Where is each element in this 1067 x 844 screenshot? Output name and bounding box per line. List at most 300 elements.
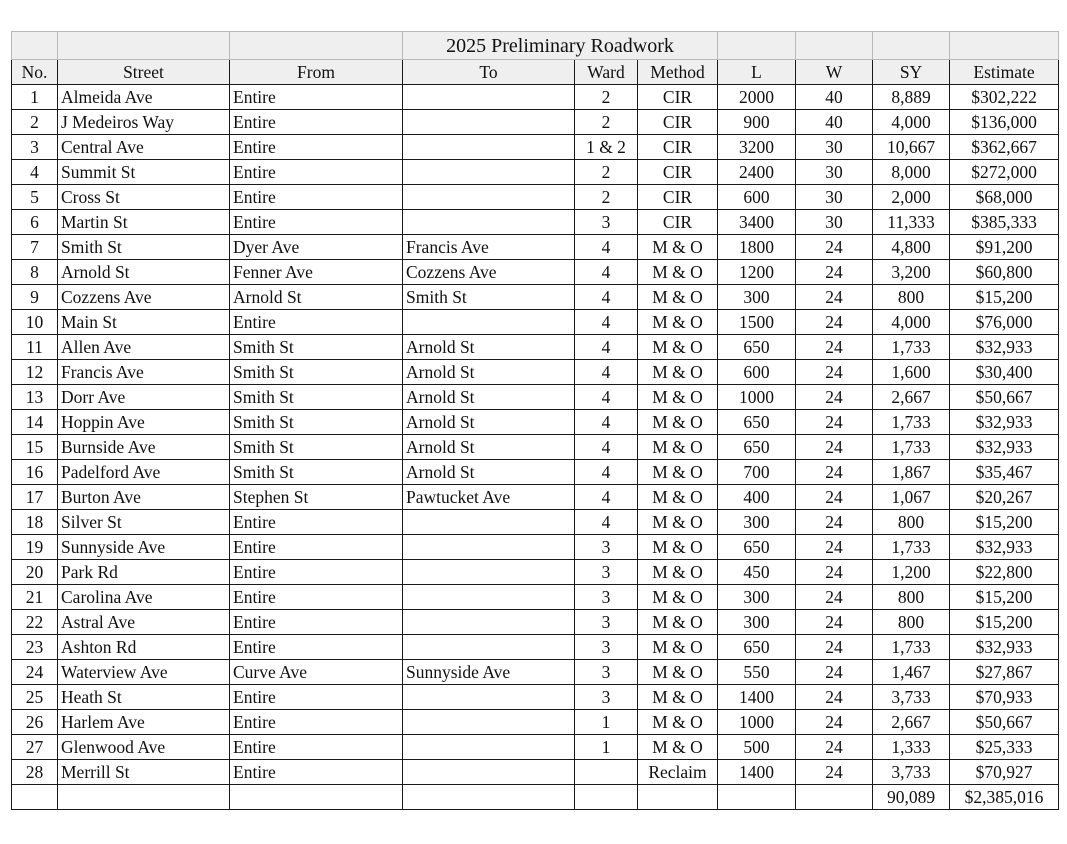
cell-from[interactable]: Entire — [230, 135, 403, 160]
cell-no[interactable]: 20 — [12, 560, 58, 585]
cell-ward[interactable]: 4 — [575, 460, 638, 485]
cell-w[interactable]: 24 — [796, 535, 873, 560]
cell-estimate[interactable]: $32,933 — [950, 635, 1059, 660]
cell-street[interactable]: Harlem Ave — [58, 710, 230, 735]
cell-from[interactable]: Entire — [230, 185, 403, 210]
cell-w[interactable]: 24 — [796, 660, 873, 685]
cell-method[interactable]: M & O — [638, 635, 718, 660]
cell[interactable] — [230, 785, 403, 810]
cell-estimate[interactable]: $15,200 — [950, 510, 1059, 535]
cell-street[interactable]: Silver St — [58, 510, 230, 535]
cell-method[interactable]: M & O — [638, 485, 718, 510]
cell-method[interactable]: CIR — [638, 135, 718, 160]
header-l[interactable]: L — [718, 60, 796, 85]
cell-sy[interactable]: 4,000 — [873, 310, 950, 335]
cell-estimate[interactable]: $35,467 — [950, 460, 1059, 485]
cell[interactable] — [575, 785, 638, 810]
cell-l[interactable]: 450 — [718, 560, 796, 585]
cell-w[interactable]: 24 — [796, 360, 873, 385]
cell-method[interactable]: Reclaim — [638, 760, 718, 785]
cell-method[interactable]: M & O — [638, 385, 718, 410]
cell-to[interactable] — [403, 310, 575, 335]
cell-sy[interactable]: 4,000 — [873, 110, 950, 135]
cell-estimate[interactable]: $32,933 — [950, 410, 1059, 435]
cell-w[interactable]: 24 — [796, 460, 873, 485]
cell-no[interactable]: 6 — [12, 210, 58, 235]
cell-w[interactable]: 24 — [796, 285, 873, 310]
cell-sy[interactable]: 1,467 — [873, 660, 950, 685]
cell-from[interactable]: Entire — [230, 510, 403, 535]
cell-sy[interactable]: 10,667 — [873, 135, 950, 160]
cell-estimate[interactable]: $70,927 — [950, 760, 1059, 785]
cell-no[interactable]: 5 — [12, 185, 58, 210]
header-ward[interactable]: Ward — [575, 60, 638, 85]
cell-method[interactable]: M & O — [638, 360, 718, 385]
cell-estimate[interactable]: $60,800 — [950, 260, 1059, 285]
cell-sy[interactable]: 2,667 — [873, 710, 950, 735]
cell-no[interactable]: 3 — [12, 135, 58, 160]
cell-from[interactable]: Smith St — [230, 410, 403, 435]
cell-method[interactable]: M & O — [638, 560, 718, 585]
cell-sy[interactable]: 8,889 — [873, 85, 950, 110]
cell-no[interactable]: 16 — [12, 460, 58, 485]
cell-method[interactable]: M & O — [638, 685, 718, 710]
cell-from[interactable]: Dyer Ave — [230, 235, 403, 260]
cell-from[interactable]: Stephen St — [230, 485, 403, 510]
cell-ward[interactable]: 3 — [575, 685, 638, 710]
cell-ward[interactable]: 4 — [575, 235, 638, 260]
cell-l[interactable]: 3400 — [718, 210, 796, 235]
header-estimate[interactable]: Estimate — [950, 60, 1059, 85]
cell-estimate[interactable]: $15,200 — [950, 285, 1059, 310]
cell-ward[interactable]: 2 — [575, 85, 638, 110]
cell-estimate[interactable]: $70,933 — [950, 685, 1059, 710]
cell[interactable] — [638, 785, 718, 810]
cell-sy[interactable]: 3,200 — [873, 260, 950, 285]
cell-method[interactable]: M & O — [638, 285, 718, 310]
cell-l[interactable]: 550 — [718, 660, 796, 685]
cell-to[interactable] — [403, 160, 575, 185]
cell-l[interactable]: 400 — [718, 485, 796, 510]
cell-w[interactable]: 24 — [796, 760, 873, 785]
cell-w[interactable]: 30 — [796, 160, 873, 185]
cell-sy[interactable]: 4,800 — [873, 235, 950, 260]
cell-street[interactable]: Arnold St — [58, 260, 230, 285]
cell-street[interactable]: Merrill St — [58, 760, 230, 785]
cell-to[interactable] — [403, 710, 575, 735]
cell-sy[interactable]: 800 — [873, 285, 950, 310]
cell[interactable] — [58, 785, 230, 810]
cell-ward[interactable]: 1 — [575, 735, 638, 760]
cell-from[interactable]: Entire — [230, 110, 403, 135]
cell-method[interactable]: M & O — [638, 460, 718, 485]
cell-street[interactable]: Cozzens Ave — [58, 285, 230, 310]
cell-w[interactable]: 40 — [796, 85, 873, 110]
cell-no[interactable]: 4 — [12, 160, 58, 185]
cell-to[interactable] — [403, 560, 575, 585]
cell-to[interactable]: Arnold St — [403, 410, 575, 435]
cell-l[interactable]: 1400 — [718, 685, 796, 710]
cell-street[interactable]: Carolina Ave — [58, 585, 230, 610]
cell-estimate[interactable]: $385,333 — [950, 210, 1059, 235]
cell-ward[interactable]: 3 — [575, 635, 638, 660]
cell-street[interactable]: Martin St — [58, 210, 230, 235]
cell-street[interactable]: J Medeiros Way — [58, 110, 230, 135]
cell[interactable] — [873, 32, 950, 60]
cell-sy[interactable]: 1,333 — [873, 735, 950, 760]
cell-from[interactable]: Smith St — [230, 435, 403, 460]
cell-ward[interactable]: 3 — [575, 535, 638, 560]
cell[interactable] — [58, 32, 230, 60]
cell-method[interactable]: M & O — [638, 260, 718, 285]
cell-method[interactable]: M & O — [638, 735, 718, 760]
cell-l[interactable]: 300 — [718, 285, 796, 310]
cell-from[interactable]: Curve Ave — [230, 660, 403, 685]
cell-l[interactable]: 650 — [718, 435, 796, 460]
cell-street[interactable]: Central Ave — [58, 135, 230, 160]
cell-no[interactable]: 8 — [12, 260, 58, 285]
cell-method[interactable]: CIR — [638, 85, 718, 110]
cell-from[interactable]: Entire — [230, 160, 403, 185]
cell-ward[interactable]: 3 — [575, 660, 638, 685]
cell-l[interactable]: 1000 — [718, 385, 796, 410]
cell-street[interactable]: Padelford Ave — [58, 460, 230, 485]
cell-sy[interactable]: 1,733 — [873, 335, 950, 360]
cell-estimate[interactable]: $15,200 — [950, 610, 1059, 635]
header-street[interactable]: Street — [58, 60, 230, 85]
cell-from[interactable]: Entire — [230, 635, 403, 660]
cell-street[interactable]: Astral Ave — [58, 610, 230, 635]
cell-estimate[interactable]: $68,000 — [950, 185, 1059, 210]
cell-no[interactable]: 24 — [12, 660, 58, 685]
cell-to[interactable] — [403, 85, 575, 110]
sheet-title[interactable]: 2025 Preliminary Roadwork — [403, 32, 718, 60]
cell-street[interactable]: Almeida Ave — [58, 85, 230, 110]
cell-street[interactable]: Smith St — [58, 235, 230, 260]
cell-w[interactable]: 24 — [796, 310, 873, 335]
cell-street[interactable]: Glenwood Ave — [58, 735, 230, 760]
cell-no[interactable]: 25 — [12, 685, 58, 710]
cell-w[interactable]: 30 — [796, 135, 873, 160]
cell-estimate[interactable]: $32,933 — [950, 435, 1059, 460]
cell-sy[interactable]: 8,000 — [873, 160, 950, 185]
cell-l[interactable]: 650 — [718, 535, 796, 560]
cell-no[interactable]: 10 — [12, 310, 58, 335]
cell-from[interactable]: Entire — [230, 585, 403, 610]
cell-sy[interactable]: 1,733 — [873, 435, 950, 460]
cell-ward[interactable]: 3 — [575, 560, 638, 585]
cell-w[interactable]: 24 — [796, 410, 873, 435]
cell-l[interactable]: 600 — [718, 185, 796, 210]
cell-from[interactable]: Entire — [230, 610, 403, 635]
cell-to[interactable] — [403, 760, 575, 785]
cell-estimate[interactable]: $32,933 — [950, 335, 1059, 360]
cell-street[interactable]: Allen Ave — [58, 335, 230, 360]
cell[interactable] — [796, 785, 873, 810]
cell-from[interactable]: Entire — [230, 760, 403, 785]
cell-w[interactable]: 30 — [796, 210, 873, 235]
cell-w[interactable]: 30 — [796, 185, 873, 210]
cell-l[interactable]: 1500 — [718, 310, 796, 335]
cell-to[interactable] — [403, 635, 575, 660]
cell-from[interactable]: Entire — [230, 535, 403, 560]
cell-estimate[interactable]: $22,800 — [950, 560, 1059, 585]
cell-street[interactable]: Cross St — [58, 185, 230, 210]
cell-to[interactable] — [403, 535, 575, 560]
header-no[interactable]: No. — [12, 60, 58, 85]
cell-method[interactable]: M & O — [638, 535, 718, 560]
cell-method[interactable]: M & O — [638, 610, 718, 635]
cell-to[interactable] — [403, 610, 575, 635]
cell-ward[interactable]: 4 — [575, 435, 638, 460]
header-method[interactable]: Method — [638, 60, 718, 85]
cell-sy[interactable]: 1,733 — [873, 535, 950, 560]
cell-l[interactable]: 500 — [718, 735, 796, 760]
cell-ward[interactable]: 3 — [575, 210, 638, 235]
cell-method[interactable]: M & O — [638, 585, 718, 610]
cell-l[interactable]: 650 — [718, 335, 796, 360]
cell-street[interactable]: Dorr Ave — [58, 385, 230, 410]
cell-from[interactable]: Entire — [230, 735, 403, 760]
cell-l[interactable]: 1000 — [718, 710, 796, 735]
cell-from[interactable]: Arnold St — [230, 285, 403, 310]
cell-method[interactable]: CIR — [638, 210, 718, 235]
cell-w[interactable]: 24 — [796, 235, 873, 260]
cell-to[interactable]: Sunnyside Ave — [403, 660, 575, 685]
cell-street[interactable]: Summit St — [58, 160, 230, 185]
cell-w[interactable]: 24 — [796, 585, 873, 610]
cell-ward[interactable] — [575, 760, 638, 785]
cell-sy[interactable]: 2,667 — [873, 385, 950, 410]
cell-street[interactable]: Burton Ave — [58, 485, 230, 510]
cell-ward[interactable]: 2 — [575, 160, 638, 185]
cell-estimate[interactable]: $30,400 — [950, 360, 1059, 385]
cell-no[interactable]: 9 — [12, 285, 58, 310]
cell-sy[interactable]: 800 — [873, 585, 950, 610]
cell-method[interactable]: M & O — [638, 310, 718, 335]
cell-estimate[interactable]: $272,000 — [950, 160, 1059, 185]
cell-ward[interactable]: 3 — [575, 585, 638, 610]
cell-estimate[interactable]: $32,933 — [950, 535, 1059, 560]
cell-sy[interactable]: 11,333 — [873, 210, 950, 235]
cell-ward[interactable]: 4 — [575, 485, 638, 510]
cell[interactable] — [718, 32, 796, 60]
cell-l[interactable]: 300 — [718, 510, 796, 535]
cell-method[interactable]: M & O — [638, 660, 718, 685]
cell-no[interactable]: 26 — [12, 710, 58, 735]
total-estimate-cell[interactable]: $2,385,016 — [950, 785, 1059, 810]
cell-no[interactable]: 18 — [12, 510, 58, 535]
cell-sy[interactable]: 2,000 — [873, 185, 950, 210]
header-w[interactable]: W — [796, 60, 873, 85]
cell-sy[interactable]: 1,600 — [873, 360, 950, 385]
cell-to[interactable]: Arnold St — [403, 360, 575, 385]
cell-l[interactable]: 300 — [718, 585, 796, 610]
cell-l[interactable]: 2400 — [718, 160, 796, 185]
cell-no[interactable]: 15 — [12, 435, 58, 460]
cell-ward[interactable]: 4 — [575, 410, 638, 435]
cell-from[interactable]: Smith St — [230, 360, 403, 385]
cell[interactable] — [796, 32, 873, 60]
cell-no[interactable]: 19 — [12, 535, 58, 560]
cell-estimate[interactable]: $302,222 — [950, 85, 1059, 110]
cell-from[interactable]: Fenner Ave — [230, 260, 403, 285]
cell-w[interactable]: 24 — [796, 685, 873, 710]
cell-w[interactable]: 24 — [796, 635, 873, 660]
cell-to[interactable]: Francis Ave — [403, 235, 575, 260]
cell-l[interactable]: 900 — [718, 110, 796, 135]
cell-w[interactable]: 40 — [796, 110, 873, 135]
cell-to[interactable] — [403, 135, 575, 160]
cell[interactable] — [950, 32, 1059, 60]
cell-no[interactable]: 12 — [12, 360, 58, 385]
cell-to[interactable]: Arnold St — [403, 435, 575, 460]
cell-w[interactable]: 24 — [796, 260, 873, 285]
cell-no[interactable]: 2 — [12, 110, 58, 135]
cell-street[interactable]: Heath St — [58, 685, 230, 710]
cell-from[interactable]: Entire — [230, 560, 403, 585]
cell-method[interactable]: M & O — [638, 435, 718, 460]
cell-no[interactable]: 17 — [12, 485, 58, 510]
cell-ward[interactable]: 4 — [575, 510, 638, 535]
cell-ward[interactable]: 4 — [575, 385, 638, 410]
cell-ward[interactable]: 4 — [575, 335, 638, 360]
cell-estimate[interactable]: $50,667 — [950, 385, 1059, 410]
cell-ward[interactable]: 4 — [575, 285, 638, 310]
cell-from[interactable]: Smith St — [230, 385, 403, 410]
cell-sy[interactable]: 1,733 — [873, 410, 950, 435]
cell-no[interactable]: 7 — [12, 235, 58, 260]
cell-l[interactable]: 600 — [718, 360, 796, 385]
cell-to[interactable]: Cozzens Ave — [403, 260, 575, 285]
cell-street[interactable]: Francis Ave — [58, 360, 230, 385]
cell-sy[interactable]: 1,867 — [873, 460, 950, 485]
cell-w[interactable]: 24 — [796, 610, 873, 635]
cell-w[interactable]: 24 — [796, 385, 873, 410]
cell-estimate[interactable]: $136,000 — [950, 110, 1059, 135]
cell-w[interactable]: 24 — [796, 435, 873, 460]
cell-method[interactable]: CIR — [638, 185, 718, 210]
cell-no[interactable]: 1 — [12, 85, 58, 110]
cell-street[interactable]: Sunnyside Ave — [58, 535, 230, 560]
cell-no[interactable]: 22 — [12, 610, 58, 635]
cell-to[interactable] — [403, 685, 575, 710]
cell-estimate[interactable]: $91,200 — [950, 235, 1059, 260]
cell-street[interactable]: Ashton Rd — [58, 635, 230, 660]
cell-estimate[interactable]: $27,867 — [950, 660, 1059, 685]
cell-estimate[interactable]: $15,200 — [950, 585, 1059, 610]
cell-l[interactable]: 2000 — [718, 85, 796, 110]
cell-ward[interactable]: 2 — [575, 185, 638, 210]
cell-method[interactable]: M & O — [638, 510, 718, 535]
cell-sy[interactable]: 1,200 — [873, 560, 950, 585]
cell-to[interactable] — [403, 510, 575, 535]
cell-no[interactable]: 28 — [12, 760, 58, 785]
cell-estimate[interactable]: $76,000 — [950, 310, 1059, 335]
header-to[interactable]: To — [403, 60, 575, 85]
cell-l[interactable]: 1400 — [718, 760, 796, 785]
cell-l[interactable]: 300 — [718, 610, 796, 635]
cell-no[interactable]: 23 — [12, 635, 58, 660]
cell-ward[interactable]: 4 — [575, 310, 638, 335]
cell-l[interactable]: 3200 — [718, 135, 796, 160]
cell-method[interactable]: M & O — [638, 410, 718, 435]
cell-no[interactable]: 14 — [12, 410, 58, 435]
cell-ward[interactable]: 4 — [575, 260, 638, 285]
cell-ward[interactable]: 2 — [575, 110, 638, 135]
cell-from[interactable]: Smith St — [230, 460, 403, 485]
cell-to[interactable]: Arnold St — [403, 385, 575, 410]
header-from[interactable]: From — [230, 60, 403, 85]
cell-w[interactable]: 24 — [796, 335, 873, 360]
header-sy[interactable]: SY — [873, 60, 950, 85]
cell[interactable] — [12, 785, 58, 810]
total-sy-cell[interactable]: 90,089 — [873, 785, 950, 810]
cell-no[interactable]: 13 — [12, 385, 58, 410]
cell-l[interactable]: 650 — [718, 410, 796, 435]
cell[interactable] — [403, 785, 575, 810]
cell-from[interactable]: Entire — [230, 710, 403, 735]
cell-method[interactable]: M & O — [638, 710, 718, 735]
cell-l[interactable]: 650 — [718, 635, 796, 660]
cell-to[interactable]: Pawtucket Ave — [403, 485, 575, 510]
cell-method[interactable]: M & O — [638, 335, 718, 360]
cell-sy[interactable]: 1,067 — [873, 485, 950, 510]
cell-method[interactable]: CIR — [638, 160, 718, 185]
cell-sy[interactable]: 800 — [873, 610, 950, 635]
cell-street[interactable]: Hoppin Ave — [58, 410, 230, 435]
cell-street[interactable]: Main St — [58, 310, 230, 335]
cell-to[interactable] — [403, 110, 575, 135]
cell-to[interactable]: Smith St — [403, 285, 575, 310]
cell-street[interactable]: Waterview Ave — [58, 660, 230, 685]
cell-l[interactable]: 1800 — [718, 235, 796, 260]
cell-from[interactable]: Entire — [230, 310, 403, 335]
cell-to[interactable] — [403, 585, 575, 610]
cell-from[interactable]: Entire — [230, 685, 403, 710]
cell-ward[interactable]: 1 — [575, 710, 638, 735]
cell-no[interactable]: 27 — [12, 735, 58, 760]
cell-w[interactable]: 24 — [796, 560, 873, 585]
cell-estimate[interactable]: $362,667 — [950, 135, 1059, 160]
cell-l[interactable]: 1200 — [718, 260, 796, 285]
cell-to[interactable]: Arnold St — [403, 460, 575, 485]
cell-from[interactable]: Entire — [230, 210, 403, 235]
cell-w[interactable]: 24 — [796, 485, 873, 510]
cell-method[interactable]: M & O — [638, 235, 718, 260]
cell[interactable] — [12, 32, 58, 60]
cell-ward[interactable]: 3 — [575, 610, 638, 635]
cell-to[interactable]: Arnold St — [403, 335, 575, 360]
cell-to[interactable] — [403, 185, 575, 210]
cell-w[interactable]: 24 — [796, 735, 873, 760]
cell-sy[interactable]: 1,733 — [873, 635, 950, 660]
cell-w[interactable]: 24 — [796, 510, 873, 535]
cell-estimate[interactable]: $25,333 — [950, 735, 1059, 760]
cell-from[interactable]: Entire — [230, 85, 403, 110]
cell[interactable] — [230, 32, 403, 60]
cell-to[interactable] — [403, 735, 575, 760]
cell-no[interactable]: 21 — [12, 585, 58, 610]
cell-from[interactable]: Smith St — [230, 335, 403, 360]
cell-ward[interactable]: 4 — [575, 360, 638, 385]
cell-sy[interactable]: 3,733 — [873, 760, 950, 785]
cell-sy[interactable]: 800 — [873, 510, 950, 535]
cell-to[interactable] — [403, 210, 575, 235]
cell-street[interactable]: Park Rd — [58, 560, 230, 585]
cell-no[interactable]: 11 — [12, 335, 58, 360]
cell-l[interactable]: 700 — [718, 460, 796, 485]
